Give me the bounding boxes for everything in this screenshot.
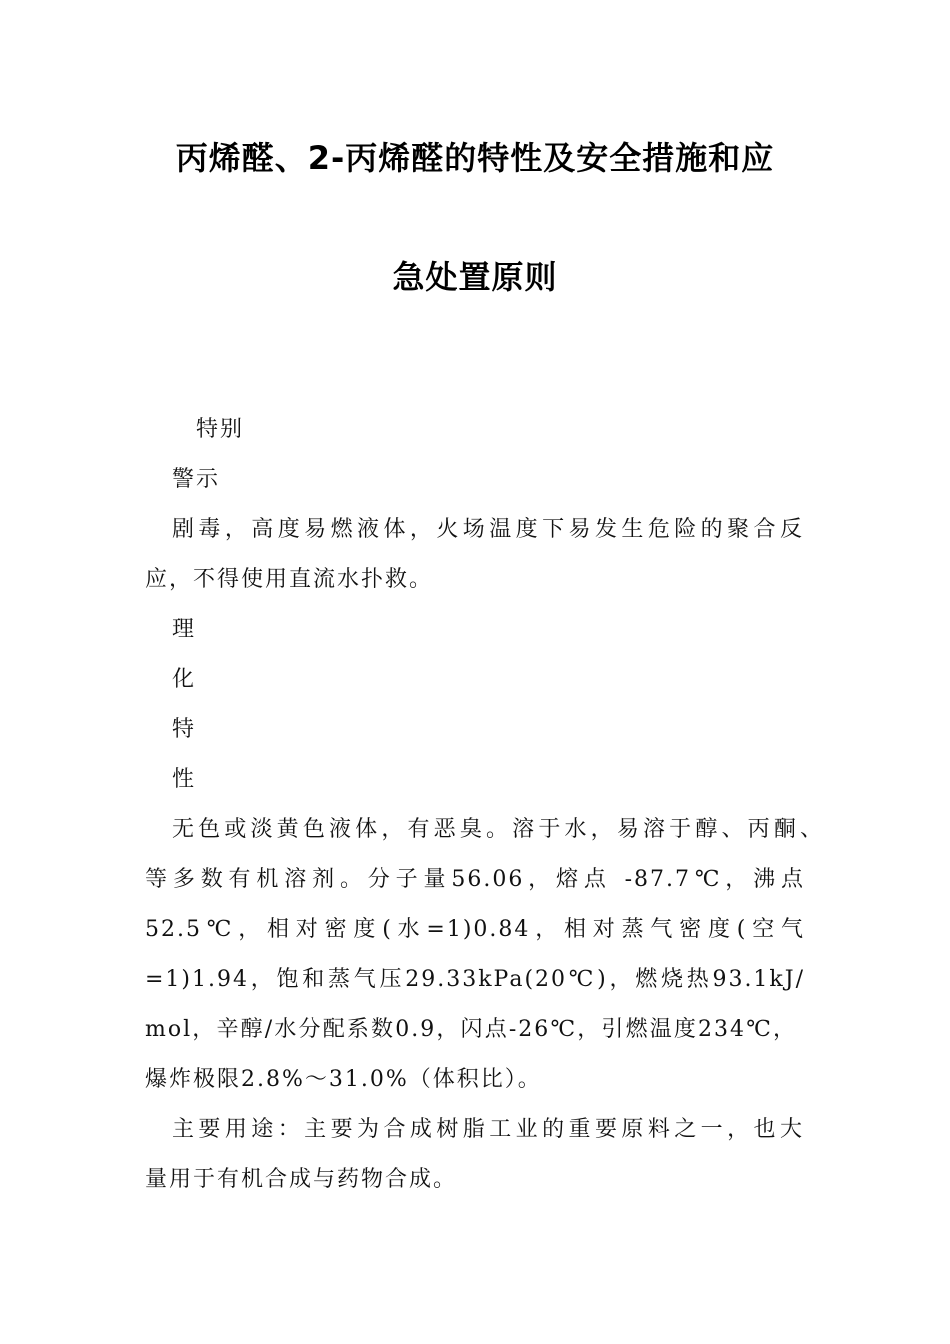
properties-text-line-1: 无色或淡黄色液体，有恶臭。溶于水，易溶于醇、丙酮、 — [172, 817, 824, 842]
warning-text-line-2: 应，不得使用直流水扑救。 — [145, 567, 434, 592]
properties-text-line-3: 52.5℃，相对密度(水=1)0.84，相对蒸气密度(空气 — [145, 917, 805, 942]
properties-text-line-6: 爆炸极限2.8%～31.0%（体积比）。 — [145, 1067, 542, 1092]
usage-text-line-1: 主要用途：主要为合成树脂工业的重要原料之一，也大 — [172, 1117, 804, 1142]
usage-text-line-2: 量用于有机合成与药物合成。 — [145, 1167, 458, 1192]
document-title-line-1: 丙烯醛、2-丙烯醛的特性及安全措施和应 — [175, 139, 775, 177]
properties-text-line-4: =1)1.94，饱和蒸气压29.33kPa(20℃)，燃烧热93.1kJ/ — [145, 967, 805, 992]
document-title-line-2: 急处置原则 — [392, 258, 558, 296]
properties-label-char-3: 特 — [172, 717, 197, 742]
warning-text-line-1: 剧毒，高度易燃液体，火场温度下易发生危险的聚合反 — [172, 517, 804, 542]
properties-label-char-2: 化 — [172, 667, 197, 692]
properties-label-char-4: 性 — [172, 767, 197, 792]
properties-label-char-1: 理 — [172, 617, 197, 642]
properties-text-line-5: mol，辛醇/水分配系数0.9，闪点-26℃，引燃温度234℃， — [145, 1017, 797, 1042]
warning-label-line-1: 特别 — [196, 417, 245, 442]
warning-label-line-2: 警示 — [172, 467, 221, 492]
properties-text-line-2: 等多数有机溶剂。分子量56.06，熔点 -87.7℃，沸点 — [145, 867, 805, 892]
